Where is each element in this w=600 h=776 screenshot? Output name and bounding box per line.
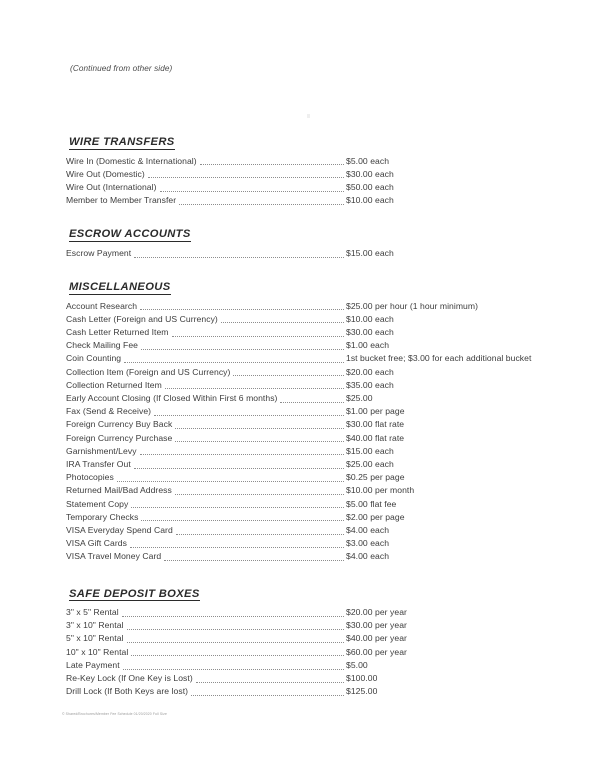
fee-price: $30.00 per year [346,620,407,631]
dot-leader [140,308,344,310]
fee-label: Escrow Payment [66,247,132,258]
fee-label: Re-Key Lock (If One Key is Lost) [66,673,193,684]
fee-row [66,445,562,458]
fee-price: $0.25 per page [346,472,405,483]
fee-row [66,339,562,352]
fee-price: $5.00 flat fee [346,498,397,509]
fee-row [66,632,562,645]
dot-leader [141,348,344,350]
dot-leader [200,163,344,165]
fee-price: $1.00 each [346,340,390,351]
dot-leader [160,190,344,192]
fee-price: $5.00 each [346,155,390,166]
fee-label: Cash Letter Returned Item [66,326,169,337]
fee-row [66,646,562,659]
fee-price: $60.00 per year [346,646,407,657]
fee-row-list [66,606,562,698]
fee-row-list [66,300,562,564]
fee-price: $40.00 per year [346,633,407,644]
dot-leader [131,506,344,508]
fee-row [66,672,562,685]
fee-label: 3" x 5" Rental [66,607,119,618]
fee-label: Statement Copy [66,498,129,509]
dot-leader [148,176,344,178]
fee-price: $25.00 each [346,458,394,469]
dot-leader [221,321,344,323]
fee-row [66,366,562,379]
fee-price: $30.00 each [346,326,394,337]
dot-leader [124,361,344,363]
fee-price: $10.00 each [346,313,394,324]
fee-label: Photocopies [66,472,114,483]
fee-label: Wire Out (Domestic) [66,168,145,179]
dot-leader [134,256,344,258]
dot-leader [140,453,344,455]
dot-leader [134,467,344,469]
dot-leader [130,546,344,548]
fee-label: Account Research [66,300,138,311]
fee-label: 5" x 10" Rental [66,633,124,644]
fee-price: $20.00 per year [346,607,407,618]
fee-row [66,194,562,207]
fee-row [66,537,562,550]
dot-leader [165,387,344,389]
document-footer: © Shared/Brochures/Member Fee Schedule 01/20/2020 Full Size [62,712,167,716]
fee-section [66,277,562,564]
fee-price: $20.00 each [346,366,394,377]
fee-row [66,155,562,168]
fee-label: Late Payment [66,659,120,670]
fee-price: $15.00 each [346,445,394,456]
dot-leader [127,641,345,643]
fee-row [66,432,562,445]
fee-label: Collection Returned Item [66,379,162,390]
fee-price: $2.00 per page [346,511,405,522]
fee-price: $3.00 each [346,538,390,549]
fee-price: $100.00 [346,673,378,684]
fee-row [66,379,562,392]
fee-row [66,659,562,672]
dot-leader [233,374,344,376]
dot-leader [131,654,344,656]
fee-price: $125.00 [346,686,378,697]
scan-artifact-mark [307,114,310,118]
fee-price: $4.00 each [346,551,390,562]
fee-row [66,471,562,484]
dot-leader [191,694,344,696]
fee-row-list [66,155,562,208]
fee-price: 1st bucket free; $3.00 for each additional bucket [346,353,532,364]
fee-price: $30.00 flat rate [346,419,405,430]
fee-label: Garnishment/Levy [66,445,137,456]
fee-label: 10" x 10" Rental [66,646,129,657]
fee-row [66,392,562,405]
fee-price: $10.00 each [346,195,394,206]
fee-price: $4.00 each [346,524,390,535]
dot-leader [122,615,344,617]
dot-leader [196,681,344,683]
dot-leader [176,533,344,535]
fee-label: VISA Everyday Spend Card [66,524,173,535]
fee-price: $40.00 flat rate [346,432,405,443]
fee-row [66,405,562,418]
fee-row [66,313,562,326]
dot-leader [117,480,344,482]
fee-label: Wire In (Domestic & International) [66,155,197,166]
fee-row [66,606,562,619]
fee-label: Foreign Currency Buy Back [66,419,173,430]
dot-leader [175,440,344,442]
fee-price: $1.00 per page [346,406,405,417]
dot-leader [280,401,344,403]
fee-price: $30.00 each [346,168,394,179]
fee-row [66,247,562,260]
dot-leader [179,203,344,205]
dot-leader [141,519,344,521]
fee-row [66,352,562,365]
fee-label: Wire Out (International) [66,181,157,192]
section-heading: SAFE DEPOSIT BOXES [69,587,200,600]
fee-sections-container [66,132,562,712]
dot-leader [164,559,344,561]
fee-row [66,300,562,313]
fee-label: VISA Gift Cards [66,538,127,549]
fee-label: VISA Travel Money Card [66,551,162,562]
fee-label: 3" x 10" Rental [66,620,124,631]
fee-row [66,511,562,524]
dot-leader [175,493,344,495]
fee-row [66,524,562,537]
fee-row [66,418,562,431]
fee-label: Temporary Checks [66,511,139,522]
fee-price: $25.00 per hour (1 hour minimum) [346,300,478,311]
fee-price: $50.00 each [346,181,394,192]
fee-price: $15.00 each [346,247,394,258]
dot-leader [172,335,344,337]
fee-price: $10.00 per month [346,485,415,496]
fee-label: IRA Transfer Out [66,458,131,469]
fee-price: $35.00 each [346,379,394,390]
fee-label: Coin Counting [66,353,122,364]
section-heading: ESCROW ACCOUNTS [69,228,191,241]
continued-from-other-side-note: (Continued from other side) [70,64,173,73]
fee-label: Drill Lock (If Both Keys are lost) [66,686,189,697]
fee-section [66,224,562,260]
fee-row [66,181,562,194]
fee-row [66,458,562,471]
dot-leader [175,427,344,429]
fee-row-list [66,247,562,260]
fee-label: Foreign Currency Purchase [66,432,173,443]
fee-row [66,326,562,339]
section-heading: MISCELLANEOUS [69,281,171,294]
dot-leader [123,668,344,670]
fee-row [66,550,562,563]
dot-leader [154,414,344,416]
section-heading: WIRE TRANSFERS [69,136,175,148]
dot-leader [127,628,345,630]
fee-label: Early Account Closing (If Closed Within First 6 months) [66,392,278,403]
fee-label: Returned Mail/Bad Address [66,485,172,496]
fee-price: $5.00 [346,659,368,670]
fee-row [66,685,562,698]
fee-row [66,168,562,181]
fee-row [66,498,562,511]
fee-label: Fax (Send & Receive) [66,406,152,417]
fee-label: Check Mailing Fee [66,340,139,351]
fee-label: Cash Letter (Foreign and US Currency) [66,313,218,324]
fee-row [66,484,562,497]
fee-price: $25.00 [346,392,373,403]
fee-label: Collection Item (Foreign and US Currency) [66,366,231,377]
fee-label: Member to Member Transfer [66,195,177,206]
fee-row [66,619,562,632]
fee-section [66,132,562,207]
fee-section [66,584,562,699]
